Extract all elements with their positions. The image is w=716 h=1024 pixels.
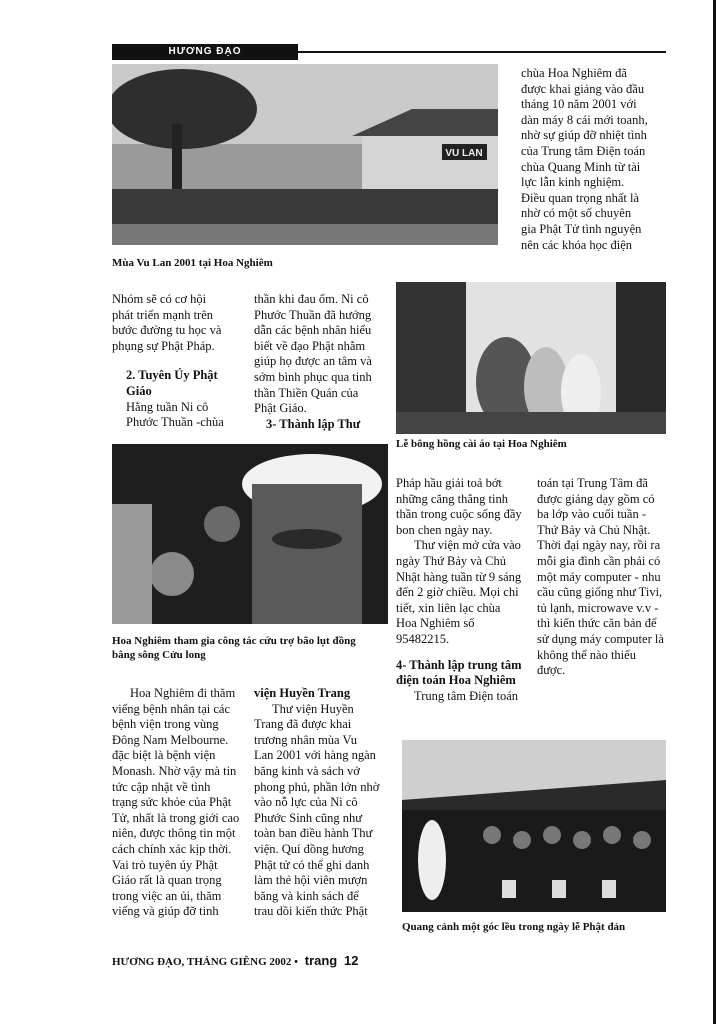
text-line: Phật Giáo. — [254, 401, 307, 416]
text-line: 4- Thành lập trung tâm — [396, 657, 522, 672]
heading-dien-toan — [396, 658, 523, 689]
text-line: cách chính xác kịp thời. — [112, 841, 232, 856]
text-line: Đông Nam Melbourne. — [112, 732, 229, 747]
text-line: Vai trò tuyên úy Phật — [112, 857, 218, 872]
caption-cuu-tro: Hoa Nghiêm tham gia công tác cứu trợ bão lụt đồng bằng sông Cửu long — [112, 635, 356, 661]
photo-vu-lan — [112, 64, 498, 245]
text-line: sớm bình phục qua tinh — [254, 369, 372, 384]
text-line: mỗi gia đình cần phải có — [537, 553, 661, 568]
text-line: Hoa Nghiêm số — [396, 616, 475, 631]
text-line: Hoa Nghiêm đi thăm — [130, 686, 236, 700]
text-line: Phước Thuần -chùa — [126, 415, 224, 430]
text-line: Giáo rất là quan trọng — [112, 873, 222, 888]
text-right-b — [537, 476, 665, 679]
caption-phat-dan: Quang cảnh một góc lều trong ngày lễ Phật đản — [402, 921, 626, 933]
text-line: viếng bệnh nhân tại các — [112, 701, 231, 716]
text-line: Thứ Bảy và Chủ Nhật. — [537, 522, 651, 537]
text-line: giúp họ được an tâm và — [254, 354, 372, 369]
photo-phat-dan — [402, 740, 666, 912]
text-line: Phước Thuần đã hướng — [254, 307, 372, 322]
text-line: Lan 2001 với hàng ngàn — [254, 748, 376, 763]
text-line: niên, được thông tin một — [112, 826, 236, 841]
text-line: 95482215. — [396, 631, 450, 646]
heading-thu-vien: 3- Thành lập Thư — [266, 416, 361, 431]
text-line: Thời đại ngày nay, rồi ra — [537, 538, 661, 553]
text-line: Phước Sinh cũng như — [254, 810, 363, 825]
text-line: nhờ có một số chuyên — [521, 206, 632, 221]
text-line: những căng thẳng tinh — [396, 491, 508, 506]
text-line: thần trong cuộc sống đầy — [396, 507, 522, 522]
text-line: toán tại Trung Tâm đã — [537, 476, 648, 490]
publication-name: HƯƠNG ĐẠO, THÁNG GIÊNG 2002 — [112, 956, 292, 968]
text-line: được giảng dạy gồm có — [537, 491, 655, 506]
photo-bong-hong — [396, 282, 666, 434]
text-line: nhờ sự giúp đỡ nhiệt tình — [521, 128, 647, 143]
text-bottom-center — [254, 686, 388, 920]
text-line: Pháp hầu giải toả bớt — [396, 476, 502, 490]
text-line: tiết, xin liên lạc chùa — [396, 600, 501, 615]
section-label: HƯƠNG ĐẠO — [112, 44, 298, 60]
text-line: thần Thiền Quán của — [254, 385, 359, 400]
text-line: chùa Hoa Nghiêm đã — [521, 66, 627, 80]
text-line: bệnh viện trong vùng — [112, 717, 219, 732]
caption-vu-lan: Mùa Vu Lan 2001 tại Hoa Nghiêm — [112, 257, 273, 269]
text-line: nên các khóa học điện — [521, 237, 633, 252]
text-line: thì kiến thức căn bản để — [537, 616, 657, 631]
page-word: trang — [304, 953, 338, 968]
text-line: dẫn các bệnh nhân hiểu — [254, 323, 372, 338]
text-line: biết về đạo Phật nhằm — [254, 338, 366, 353]
text-line: điện toán Hoa Nghiêm — [396, 673, 516, 688]
text-line: tủ lạnh, microwave v.v - — [537, 600, 659, 615]
text-line: Thư viện mở cửa vào — [414, 538, 521, 553]
text-line: Nhóm sẽ có cơ hội — [112, 292, 207, 306]
text-line: Hằng tuần Ni cô — [126, 399, 209, 414]
paragraph-start: Trung tâm Điện toán — [414, 688, 519, 703]
text-line: Điều quan trọng nhất là — [521, 190, 640, 205]
text-line: lực lẫn kinh nghiệm. — [521, 175, 625, 190]
text-line: trong việc an ủi, thăm — [112, 888, 222, 903]
text-line: thần khi đau ốm. Ni cô — [254, 292, 369, 306]
text-line: phong phú, phần lớn nhờ — [254, 779, 380, 794]
text-line: toàn ban điều hành Thư — [254, 826, 373, 841]
text-line: Tử, nhất là trong giới cao — [112, 810, 240, 825]
text-line: ngày Thứ Bảy và Chủ — [396, 553, 507, 568]
text-line: bước đường tu học và — [112, 323, 222, 338]
text-bottom-left — [112, 686, 251, 920]
text-line: gia Phật Tử tình nguyện — [521, 221, 642, 236]
text-line: Monash. Nhờ vậy mà tin — [112, 763, 237, 778]
text-line: ba lớp vào cuối tuần - — [537, 507, 647, 522]
text-line: của Trung tâm Điện toán — [521, 143, 646, 158]
text-line: Thư viện Huyền — [272, 701, 354, 716]
text-line: băng kinh và sách vở — [254, 763, 360, 778]
text-line: tức cập nhật về tình — [112, 779, 211, 794]
text-line: cầu cũng giống như Tivi, — [537, 585, 663, 600]
text-top-right — [521, 66, 666, 253]
text-line: phát triển mạnh trên — [112, 307, 214, 322]
text-line: chùa Quang Minh từ tài — [521, 159, 641, 174]
text-line: được khai giảng vào đầu — [521, 81, 645, 96]
text-line: Phật tử có thể ghi danh — [254, 857, 370, 872]
text-mid-center — [254, 292, 388, 432]
heading-huyen-trang: viện Huyền Trang — [254, 686, 351, 700]
text-line: viếng và giúp đỡ tinh — [112, 904, 219, 919]
text-line: dàn máy 8 cái mới toanh, — [521, 112, 648, 127]
text-line: được. — [537, 663, 566, 678]
text-line: trau dồi kiến thức Phật — [254, 904, 368, 919]
header-rule — [298, 51, 666, 53]
text-line: 2. Tuyên Úy Phật — [126, 368, 218, 383]
text-line: trạng sức khỏe của Phật — [112, 795, 232, 810]
text-line: băng và kinh sách để — [254, 888, 359, 903]
text-line: tháng 10 năm 2001 với — [521, 97, 637, 112]
caption-bong-hong: Lễ bông hồng cài áo tại Hoa Nghiêm — [396, 438, 567, 450]
text-line: Giáo — [126, 383, 152, 398]
text-line: Nhật hàng tuần từ 9 sáng — [396, 569, 522, 584]
text-line: vào nỗ lực của Ni cô — [254, 795, 358, 810]
text-line: Trang đã được khai — [254, 717, 352, 732]
text-line: không thể nào thiếu — [537, 647, 636, 662]
text-line: trương nhân mùa Vu — [254, 732, 358, 747]
text-line: đặc biệt là bệnh viện — [112, 748, 216, 763]
text-line: làm thẻ hội viên mượn — [254, 873, 368, 888]
text-line: bon chen ngày nay. — [396, 522, 493, 537]
text-line: viện. Quí đồng hương — [254, 841, 364, 856]
text-line: phụng sự Phật Pháp. — [112, 338, 215, 353]
text-line: một máy computer - nhu — [537, 569, 661, 584]
text-mid-left — [112, 292, 251, 431]
photo-cuu-tro — [112, 444, 388, 624]
page-number: 12 — [343, 953, 359, 968]
heading-tuyen-uy — [112, 368, 251, 399]
page-footer — [112, 953, 358, 968]
text-right-a — [396, 476, 523, 704]
text-line: đến 2 giờ chiều. Mọi chi — [396, 585, 519, 600]
text-line: sử dụng máy computer là — [537, 631, 664, 646]
vu-lan-sign: VU LAN — [445, 148, 483, 159]
footer-bullet: • — [294, 956, 298, 968]
